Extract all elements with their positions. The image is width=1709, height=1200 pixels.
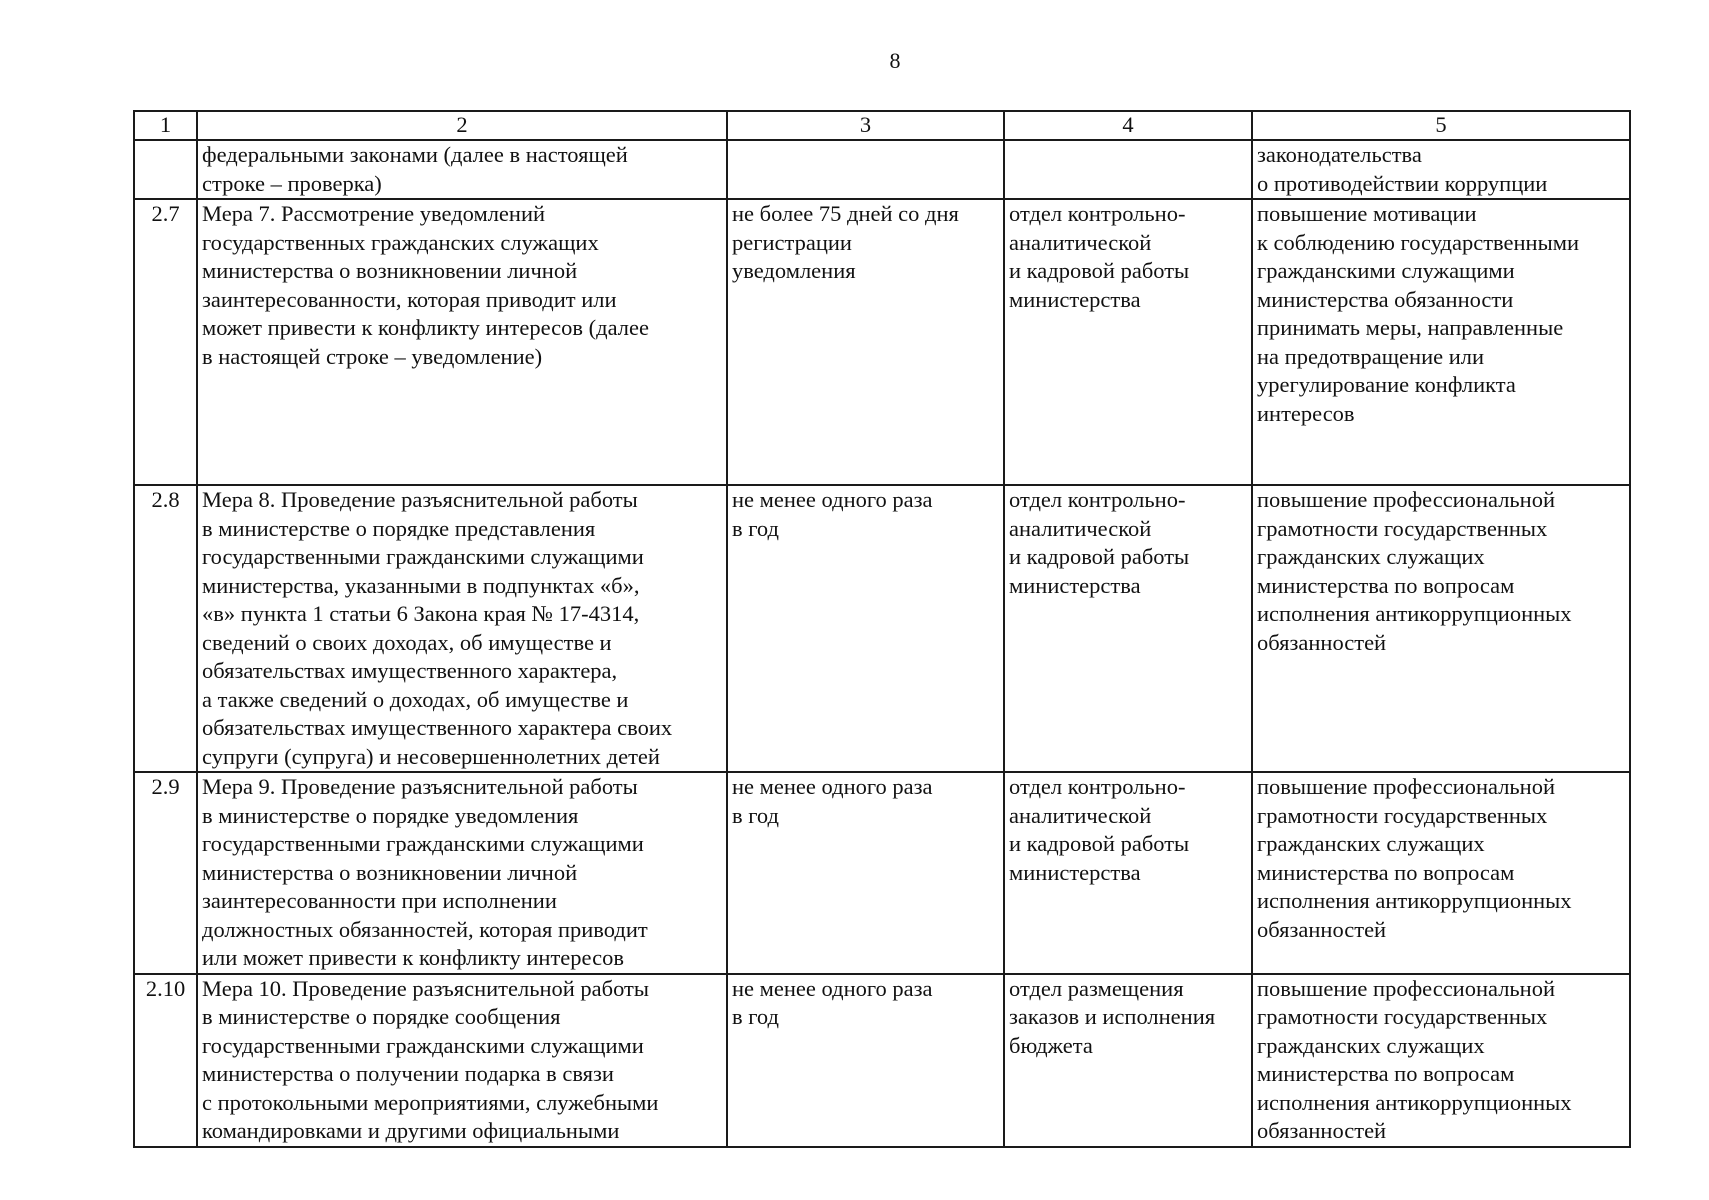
executor-cell: отдел контрольно- аналитической и кадровой работы министерства <box>1004 772 1252 974</box>
result-cell: повышение профессиональной грамотности государственных гражданских служащих министерства по вопросам исполнения антикоррупционных обязанностей <box>1252 772 1630 974</box>
table-row <box>134 140 1630 199</box>
term-cell: не менее одного раза в год <box>727 974 1004 1147</box>
measure-cell: Мера 10. Проведение разъяснительной работы в министерстве о порядке сообщения государственными гражданскими служащими министерства о получении подарка в связи с протокольными мероприятиями, служебными командировками и другими официальными <box>197 974 727 1147</box>
measure-cell: Мера 9. Проведение разъяснительной работы в министерстве о порядке уведомления государственными гражданскими служащими министерства о возникновении личной заинтересованности при исполнении должностных обязанностей, которая приводит или может привести к конфликту интересов <box>197 772 727 974</box>
column-header-3: 3 <box>727 111 1004 140</box>
row-number: 2.10 <box>134 974 197 1147</box>
result-cell: повышение мотивации к соблюдению государственными гражданскими служащими министерства обязанности принимать меры, направленные на предотвращение или урегулирование конфликта интересов <box>1252 199 1630 485</box>
term-cell: не менее одного раза в год <box>727 485 1004 772</box>
page-number: 8 <box>889 48 901 73</box>
column-header-2: 2 <box>197 111 727 140</box>
executor-cell <box>1004 140 1252 199</box>
measure-cell: Мера 7. Рассмотрение уведомлений государственных гражданских служащих министерства о возникновении личной заинтересованности, которая приводит или может привести к конфликту интересов (далее в настоящей строке – уведомление) <box>197 199 727 485</box>
row-number: 2.8 <box>134 485 197 772</box>
table-header-row <box>134 111 1630 140</box>
table-row <box>134 199 1630 485</box>
term-cell <box>727 140 1004 199</box>
row-number: 2.9 <box>134 772 197 974</box>
term-cell: не менее одного раза в год <box>727 772 1004 974</box>
result-cell: повышение профессиональной грамотности государственных гражданских служащих министерства по вопросам исполнения антикоррупционных обязанностей <box>1252 974 1630 1147</box>
result-cell: законодательства о противодействии коррупции <box>1252 140 1630 199</box>
table-row <box>134 485 1630 772</box>
executor-cell: отдел размещения заказов и исполнения бюджета <box>1004 974 1252 1147</box>
measure-cell: Мера 8. Проведение разъяснительной работы в министерстве о порядке представления государственными гражданскими служащими министерства, указанными в подпунктах «б», «в» пункта 1 статьи 6 Закона края № 17-4314, сведений о своих доходах, об имуществе и обязательствах имущественного характера, а также сведений о доходах, об имуществе и обязательствах имущественного характера своих супруги (супруга) и несовершеннолетних детей <box>197 485 727 772</box>
table-row <box>134 772 1630 974</box>
column-header-4: 4 <box>1004 111 1252 140</box>
column-header-5: 5 <box>1252 111 1630 140</box>
column-header-1: 1 <box>134 111 197 140</box>
row-number: 2.7 <box>134 199 197 485</box>
measures-table <box>133 110 1631 1148</box>
row-number <box>134 140 197 199</box>
result-cell: повышение профессиональной грамотности государственных гражданских служащих министерства по вопросам исполнения антикоррупционных обязанностей <box>1252 485 1630 772</box>
executor-cell: отдел контрольно- аналитической и кадровой работы министерства <box>1004 199 1252 485</box>
measure-cell: федеральными законами (далее в настоящей строке – проверка) <box>197 140 727 199</box>
executor-cell: отдел контрольно- аналитической и кадровой работы министерства <box>1004 485 1252 772</box>
term-cell: не более 75 дней со дня регистрации уведомления <box>727 199 1004 485</box>
table-row <box>134 974 1630 1147</box>
